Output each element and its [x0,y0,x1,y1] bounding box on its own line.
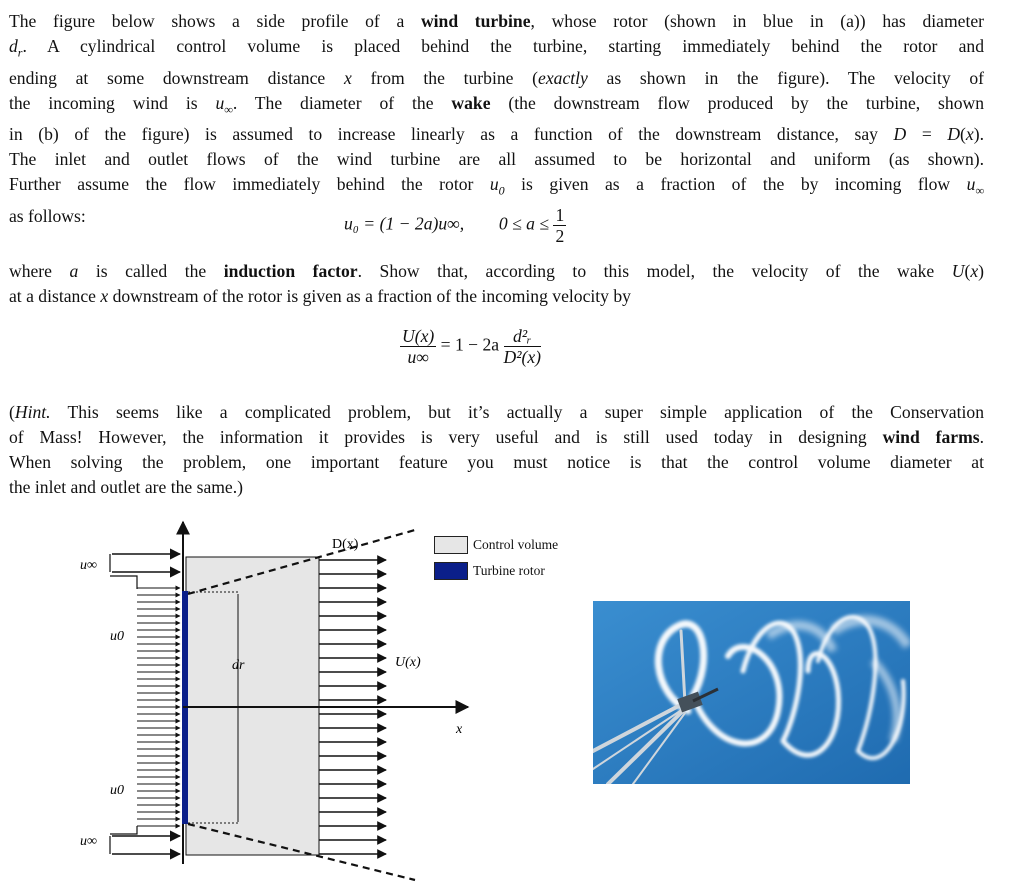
equation-middle: = 1 − 2a [440,334,500,355]
text-line: of Mass! However, the information it provides is very useful and is still used today in designing wind farms. [9,427,984,447]
label-u-inf-bottom: u∞ [80,834,97,849]
label-Ux: U(x) [395,655,421,670]
legend-label-turbine-rotor: Turbine rotor [473,563,545,578]
text-line: The figure below shows a side profile of a wind turbine, whose rotor (shown in blue in (a)) has diameter [9,11,985,31]
text-line: the inlet and outlet are the same.) [9,477,244,497]
legend-swatch-control-volume [434,536,468,554]
paragraph-hint [9,400,984,500]
label-x: x [456,722,463,737]
text-line: The inlet and outlet flows of the wind turbine are all assumed to be horizontal and uniform (as shown). [9,149,984,170]
text-line: where a is called the induction factor. Show that, according to this model, the velocity of the wake U(x) [9,261,984,281]
inlet-arrows [110,554,180,854]
control-volume-diagram [70,514,540,884]
lhs-denominator: u∞ [407,347,429,367]
label-dr: dr [232,658,245,673]
wake-smoke-photo [593,601,910,784]
legend-swatch-turbine-rotor [434,562,468,580]
label-u-inf-top: u∞ [80,558,97,573]
paragraph-induction [9,259,984,309]
inflow-block-outline [110,826,137,854]
text-line: Further assume the flow immediately behind the rotor $u_0$ is given as a fraction of the by incoming flow $u_\infty$ [9,174,984,198]
text-line: as follows: [9,205,86,226]
equation-u0-condition: 0 ≤ a ≤ [498,213,550,234]
equation-u0-lhs: u₀ = (1 − 2a)u∞, [344,213,465,234]
text-line: (Hint. This seems like a complicated problem, but it’s actually a super simple application of the Conservation [9,402,984,422]
lhs-numerator: U(x) [402,326,435,346]
text-line: the incoming wind is $u_\infty$. The diameter of the wake (the downstream flow produced by the turbine, shown [9,92,985,117]
label-u0-bottom: u0 [110,783,124,798]
paragraph-intro [9,9,984,229]
equation-rhs-fraction [504,326,542,367]
text-line: in (b) of the figure) is assumed to increase linearly as a function of the downstream distance, say D = D(x). [9,124,984,145]
text-line: $d_r$. A cylindrical control volume is placed behind the turbine, starting immediately behind the rotor and [9,36,984,60]
label-Dx: D(x) [332,537,359,552]
text-line: When solving the problem, one important feature you must notice is that the control volume diameter at [9,452,984,472]
fraction-denominator: 2 [555,226,565,246]
rhs-denominator: D²(x) [503,347,542,367]
legend-label-control-volume: Control volume [473,537,559,552]
text-line: at a distance x downstream of the rotor is given as a fraction of the incoming velocity by [9,286,631,306]
equation-lhs-fraction [400,326,436,367]
label-u0-top: u0 [110,629,124,644]
equation-wake-velocity [400,326,541,367]
fraction-numerator: 1 [555,205,565,225]
text-line: ending at some downstream distance x from the turbine (exactly as shown in the figure). The velocity of [9,67,984,88]
rhs-numerator: d²ᵣ [504,326,542,347]
equation-u0-fraction [553,205,566,246]
equation-u0 [344,205,566,246]
